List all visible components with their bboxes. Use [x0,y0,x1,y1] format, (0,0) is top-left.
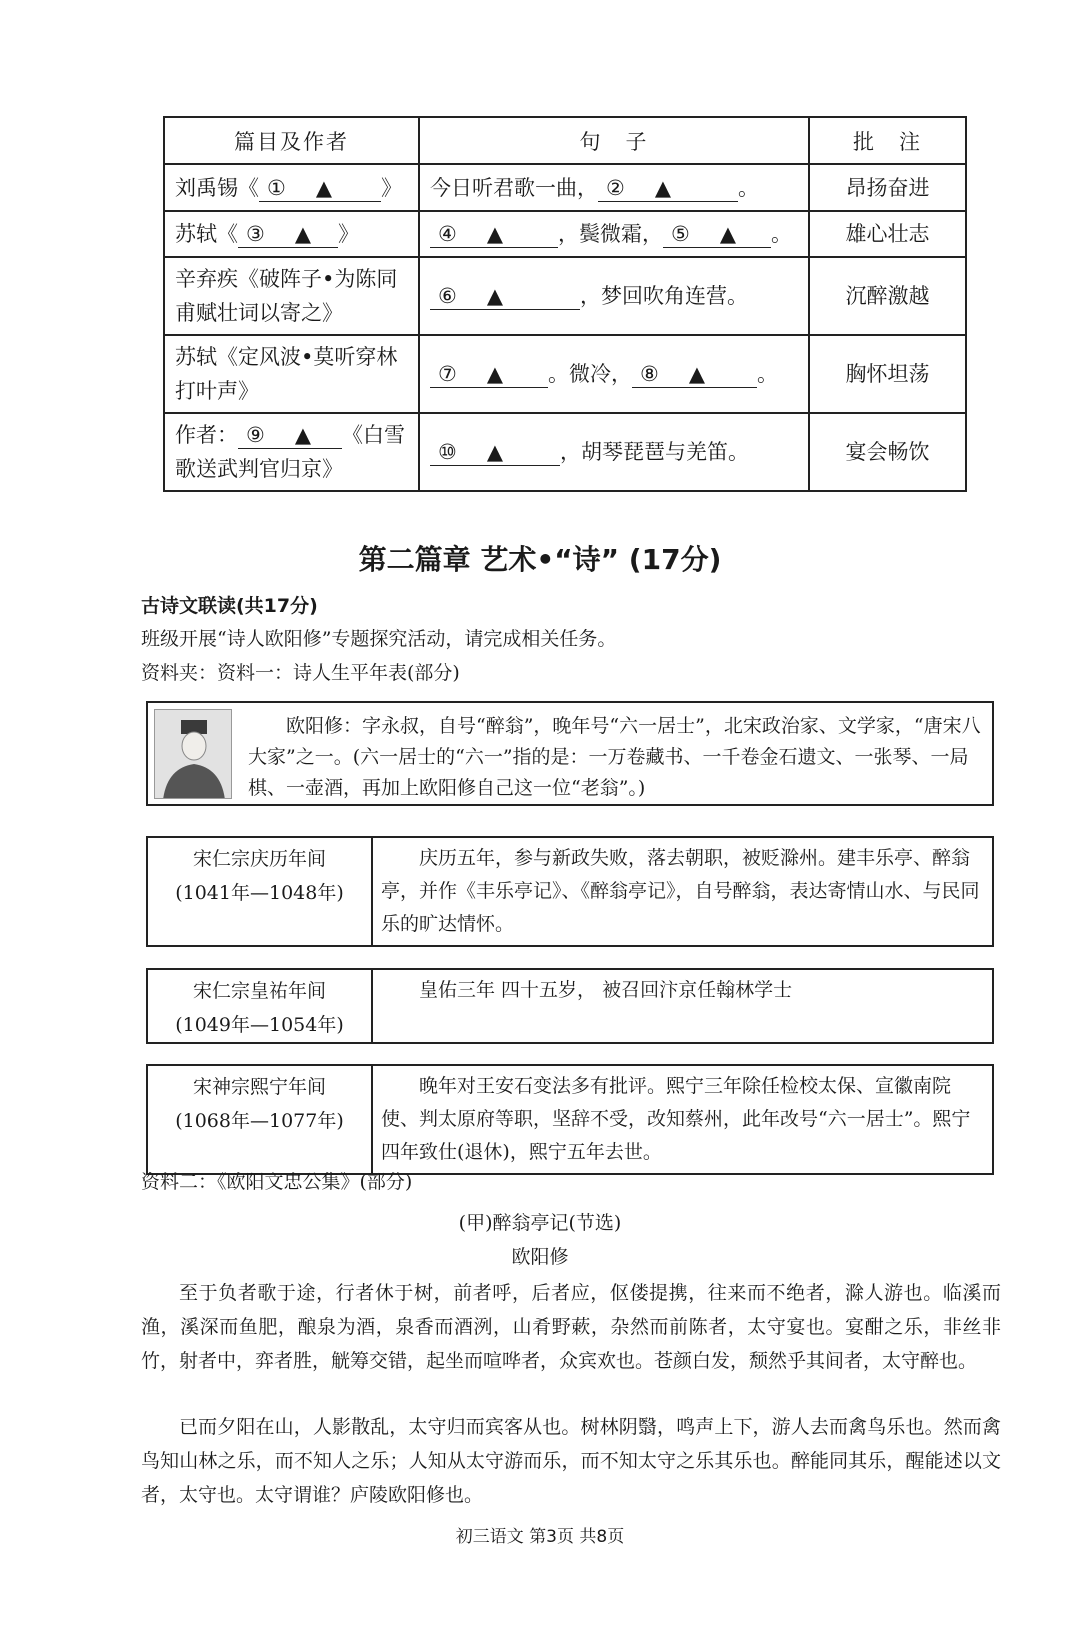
answer-blank-5[interactable]: ⑤ ▲ [663,221,771,248]
portrait-image [154,709,232,799]
sentence-cell: ⑥ ▲ ，梦回吹角连营。 [419,257,809,335]
note-cell: 宴会畅饮 [809,413,966,491]
answer-blank-7[interactable]: ⑦ ▲ [430,361,548,388]
essay-paragraph: 已而夕阳在山，人影散乱，太守归而宾客从也。树林阴翳，鸣声上下，游人去而禽鸟乐也。然而禽鸟知山林之乐，而不知人之乐；人知从太守游而乐，而不知太守之乐其乐也。醉能同其乐，醒能述以文者，太守也。太守谓谁？庐陵欧阳修也。 [141,1416,1001,1506]
author-cell: 苏轼《定风波•莫听穿林打叶声》 [164,335,419,413]
sentence-cell: ④ ▲ ，鬓微霜， ⑤ ▲ 。 [419,211,809,257]
timeline-box-1 [146,836,994,947]
author-cell: 辛弃疾《破阵子•为陈同甫赋壮词以寄之》 [164,257,419,335]
author-cell: 刘禹锡《 ① ▲ 》 [164,164,419,211]
timeline-era: 宋仁宗皇祐年间 (1049年—1054年) [147,969,372,1043]
profile-text: 欧阳修：字永叔，自号“醉翁”，晚年号“六一居士”，北宋政治家、文学家，“唐宋八大家”之一。(六一居士的“六一”指的是：一万卷藏书、一千卷金石遗文、一张琴、一局棋、一壶酒，再加上欧阳修自己这一位“老翁”。) [248,715,981,799]
note-cell: 胸怀坦荡 [809,335,966,413]
note-cell: 雄心壮志 [809,211,966,257]
answer-blank-2[interactable]: ② ▲ [598,175,738,202]
sentence-cell: 今日听君歌一曲， ② ▲ 。 [419,164,809,211]
section-title: 古诗文联读(共17分) [141,595,318,617]
answer-blank-10[interactable]: ⑩ ▲ [430,439,560,466]
source2-label: 资料二：《欧阳文忠公集》(部分) [141,1171,413,1193]
table-row [164,164,966,211]
timeline-desc: 晚年对王安石变法多有批评。熙宁三年除任检校太保、宣徽南院使、判太原府等职，坚辞不受，改知蔡州，此年改号“六一居士”。熙宁四年致仕(退休)，熙宁五年去世。 [372,1065,993,1174]
timeline-era: 宋仁宗庆历年间 (1041年—1048年) [147,837,372,946]
header-author: 篇目及作者 [164,117,419,164]
answer-blank-9[interactable]: ⑨ ▲ [238,422,342,449]
chapter-title: 第二篇章 艺术•“诗” (17分) [358,543,722,576]
timeline-desc: 皇佑三年 四十五岁， 被召回汴京任翰林学士 [372,969,993,1043]
sentence-cell: ⑦ ▲ 。微冷， ⑧ ▲ 。 [419,335,809,413]
timeline-box-2 [146,968,994,1044]
answer-blank-6[interactable]: ⑥ ▲ [430,283,580,310]
note-cell: 沉醉激越 [809,257,966,335]
note-cell: 昂扬奋进 [809,164,966,211]
page-footer: 初三语文 第3页 共8页 [455,1527,625,1547]
answer-blank-3[interactable]: ③ ▲ [238,221,338,248]
table-row [164,413,966,491]
answer-blank-8[interactable]: ⑧ ▲ [632,361,757,388]
essay-paragraph: 至于负者歌于途，行者休于树，前者呼，后者应，伛偻提携，往来而不绝者，滁人游也。临溪而渔，溪深而鱼肥，酿泉为酒，泉香而酒洌，山肴野蔌，杂然而前陈者，太守宴也。宴酣之乐，非丝非竹，射者中，弈者胜，觥筹交错，起坐而喧哗者，众宾欢也。苍颜白发，颓然乎其间者，太守醉也。 [141,1282,1001,1372]
answer-blank-4[interactable]: ④ ▲ [430,221,558,248]
header-sentence: 句 子 [419,117,809,164]
timeline-desc: 庆历五年，参与新政失败，落去朝职，被贬滁州。建丰乐亭、醉翁亭，并作《丰乐亭记》、《醉翁亭记》，自号醉翁，表达寄情山水、与民同乐的旷达情怀。 [372,837,993,946]
intro-text: 班级开展“诗人欧阳修”专题探究活动，请完成相关任务。 [141,628,617,650]
table-row [164,257,966,335]
table-header-row [164,117,966,164]
author-cell: 苏轼《 ③ ▲ 》 [164,211,419,257]
sentence-cell: ⑩ ▲ ，胡琴琵琶与羌笛。 [419,413,809,491]
author-cell: 作者： ⑨ ▲ 《白雪歌送武判官归京》 [164,413,419,491]
essay-author: 欧阳修 [511,1246,569,1268]
profile-box [146,701,994,806]
header-note: 批 注 [809,117,966,164]
table-row [164,335,966,413]
answer-blank-1[interactable]: ① ▲ [259,175,381,202]
poem-fill-table [163,116,967,492]
table-row [164,211,966,257]
essay-title: (甲)醉翁亭记(节选) [458,1212,622,1234]
timeline-era: 宋神宗熙宁年间 (1068年—1077年) [147,1065,372,1174]
folder-label: 资料夹：资料一：诗人生平年表(部分) [141,662,460,684]
timeline-box-3 [146,1064,994,1175]
